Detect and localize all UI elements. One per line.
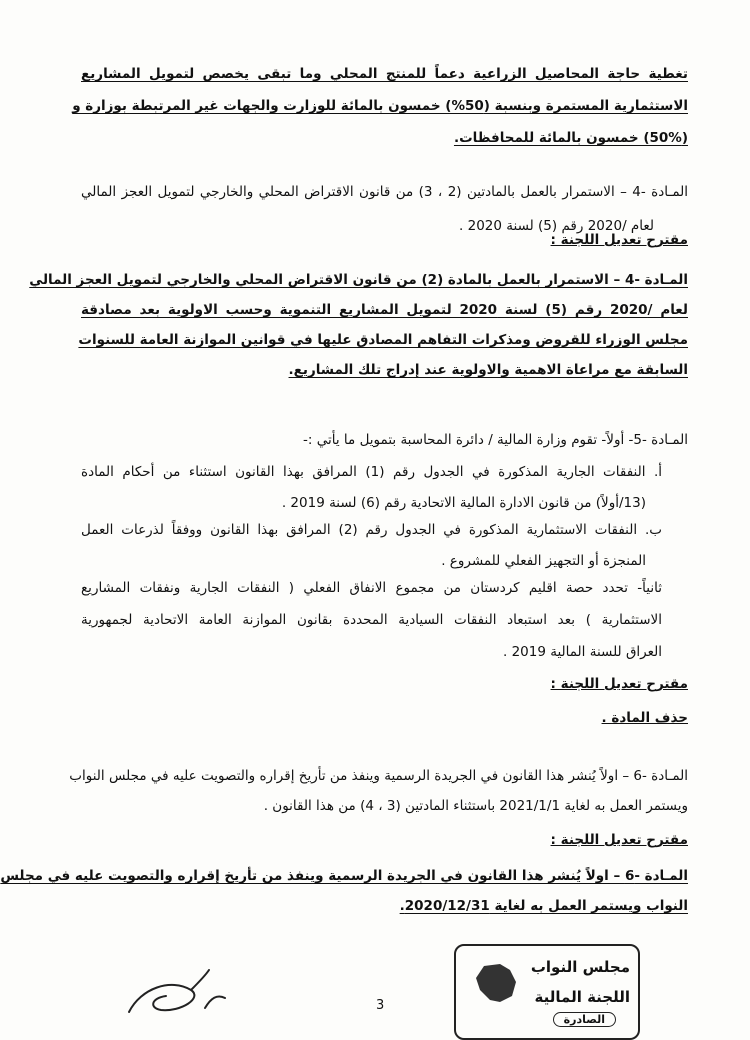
handwritten-signature [121, 968, 231, 1024]
text-line: المـادة -4 – الاستمرار بالعمل بالمادة (2) من قانون الاقتراض المحلي والخارجي لتمويل العجز المالي [29, 272, 688, 288]
text-line: المـادة -4 – الاستمرار بالعمل بالمادتين (2 ، 3) من قانون الاقتراض المحلي والخارجي لتمويل العجز المالي [81, 184, 688, 200]
text-line: لعام /2020 رقم (5) لسنة 2020 لتمويل المشاريع التنموية وحسب الاولوية بعد مصادقة [81, 302, 688, 318]
article-5-item-a [81, 460, 662, 515]
text-line: أ. النفقات الجارية المذكورة في الجدول رقم (1) المرافق بهذا القانون استثناء من أحكام المادة [81, 464, 663, 480]
text-line: المـادة -5- أولاً- تقوم وزارة المالية / دائرة المحاسبة بتمويل ما يأتي :- [303, 432, 688, 448]
committee-stamp [454, 944, 640, 1040]
stamp-line: الصادرة [553, 1012, 616, 1027]
article-5-second [81, 576, 662, 664]
article-6-amendment [0, 864, 688, 918]
article-6 [69, 764, 688, 818]
text-line: المـادة -6 – اولاً يُنشر هذا القانون في الجريدة الرسمية وينفذ من تأريخ إقراره والتصويت عليه في مجلس النواب [69, 768, 688, 784]
text-line: (13/أولاً) من قانون الادارة المالية الاتحادية رقم (6) لسنة 2019 . [281, 495, 646, 511]
text-line: المـادة -6 – اولاً يُنشر هذا القانون في الجريدة الرسمية وينفذ من تأريخ إقراره والتصويت عليه في مجلس [0, 868, 688, 884]
text-line: النواب ويستمر العمل به لغاية 2020/12/31. [399, 898, 688, 914]
text-line: لعام /2020 رقم (5) لسنة 2020 . [459, 218, 654, 234]
page-number: 3 [376, 998, 385, 1013]
stamp-line: اللجنة المالية [534, 988, 630, 1006]
committee-amendment-heading: مقترح تعديل اللجنة : [550, 832, 688, 848]
text-line: ثانياً- تحدد حصة اقليم كردستان من مجموع الانفاق الفعلي ( النفقات الجارية ونفقات المشاريع [81, 580, 662, 596]
article-5-intro [81, 428, 688, 452]
article-4 [81, 180, 688, 238]
text-line: العراق للسنة المالية 2019 . [502, 644, 662, 660]
article-5-item-b [81, 518, 662, 573]
article-4-amendment [29, 268, 688, 382]
stamp-line: مجلس النواب [530, 958, 630, 976]
text-line: السابقة مع مراعاة الاهمية والاولوية عند إدراج تلك المشاريع. [288, 362, 688, 378]
committee-amendment-heading: مقترح تعديل اللجنة : [550, 232, 688, 248]
intro-paragraph [72, 62, 688, 150]
text-line: مجلس الوزراء للقروض ومذكرات التفاهم المصادق عليها في قوانين الموازنة العامة للسنوات [78, 332, 688, 348]
text-line: الاستثمارية ) بعد استبعاد النفقات السيادية المحددة بقانون الموازنة العامة الاتحادية لجمهورية [81, 612, 662, 628]
text-line: (50%) خمسون بالمائة للمحافظات. [453, 130, 688, 146]
text-line: تغطية حاجة المحاصيل الزراعية دعماً للمنتج المحلي وما تبقى يخصص لتمويل المشاريع [81, 66, 688, 82]
text-line: ويستمر العمل به لغاية 2021/1/1 باستثناء المادتين (3 ، 4) من هذا القانون . [263, 798, 688, 814]
text-line: المنجزة أو التجهيز الفعلي للمشروع . [441, 553, 646, 569]
text-line: الاستثمارية المستمرة وبنسبة (50%) خمسون بالمائة للوزارت والجهات غير المرتبطة بوزارة و [72, 98, 688, 114]
text-line: ب. النفقات الاستثمارية المذكورة في الجدول رقم (2) المرافق بهذا القانون ووفقاً لذرعات العمل [81, 522, 662, 538]
iraq-map-icon [470, 960, 522, 1006]
committee-amendment-heading: مقترح تعديل اللجنة : [550, 676, 688, 692]
delete-article-note: حذف المادة . [601, 710, 688, 726]
